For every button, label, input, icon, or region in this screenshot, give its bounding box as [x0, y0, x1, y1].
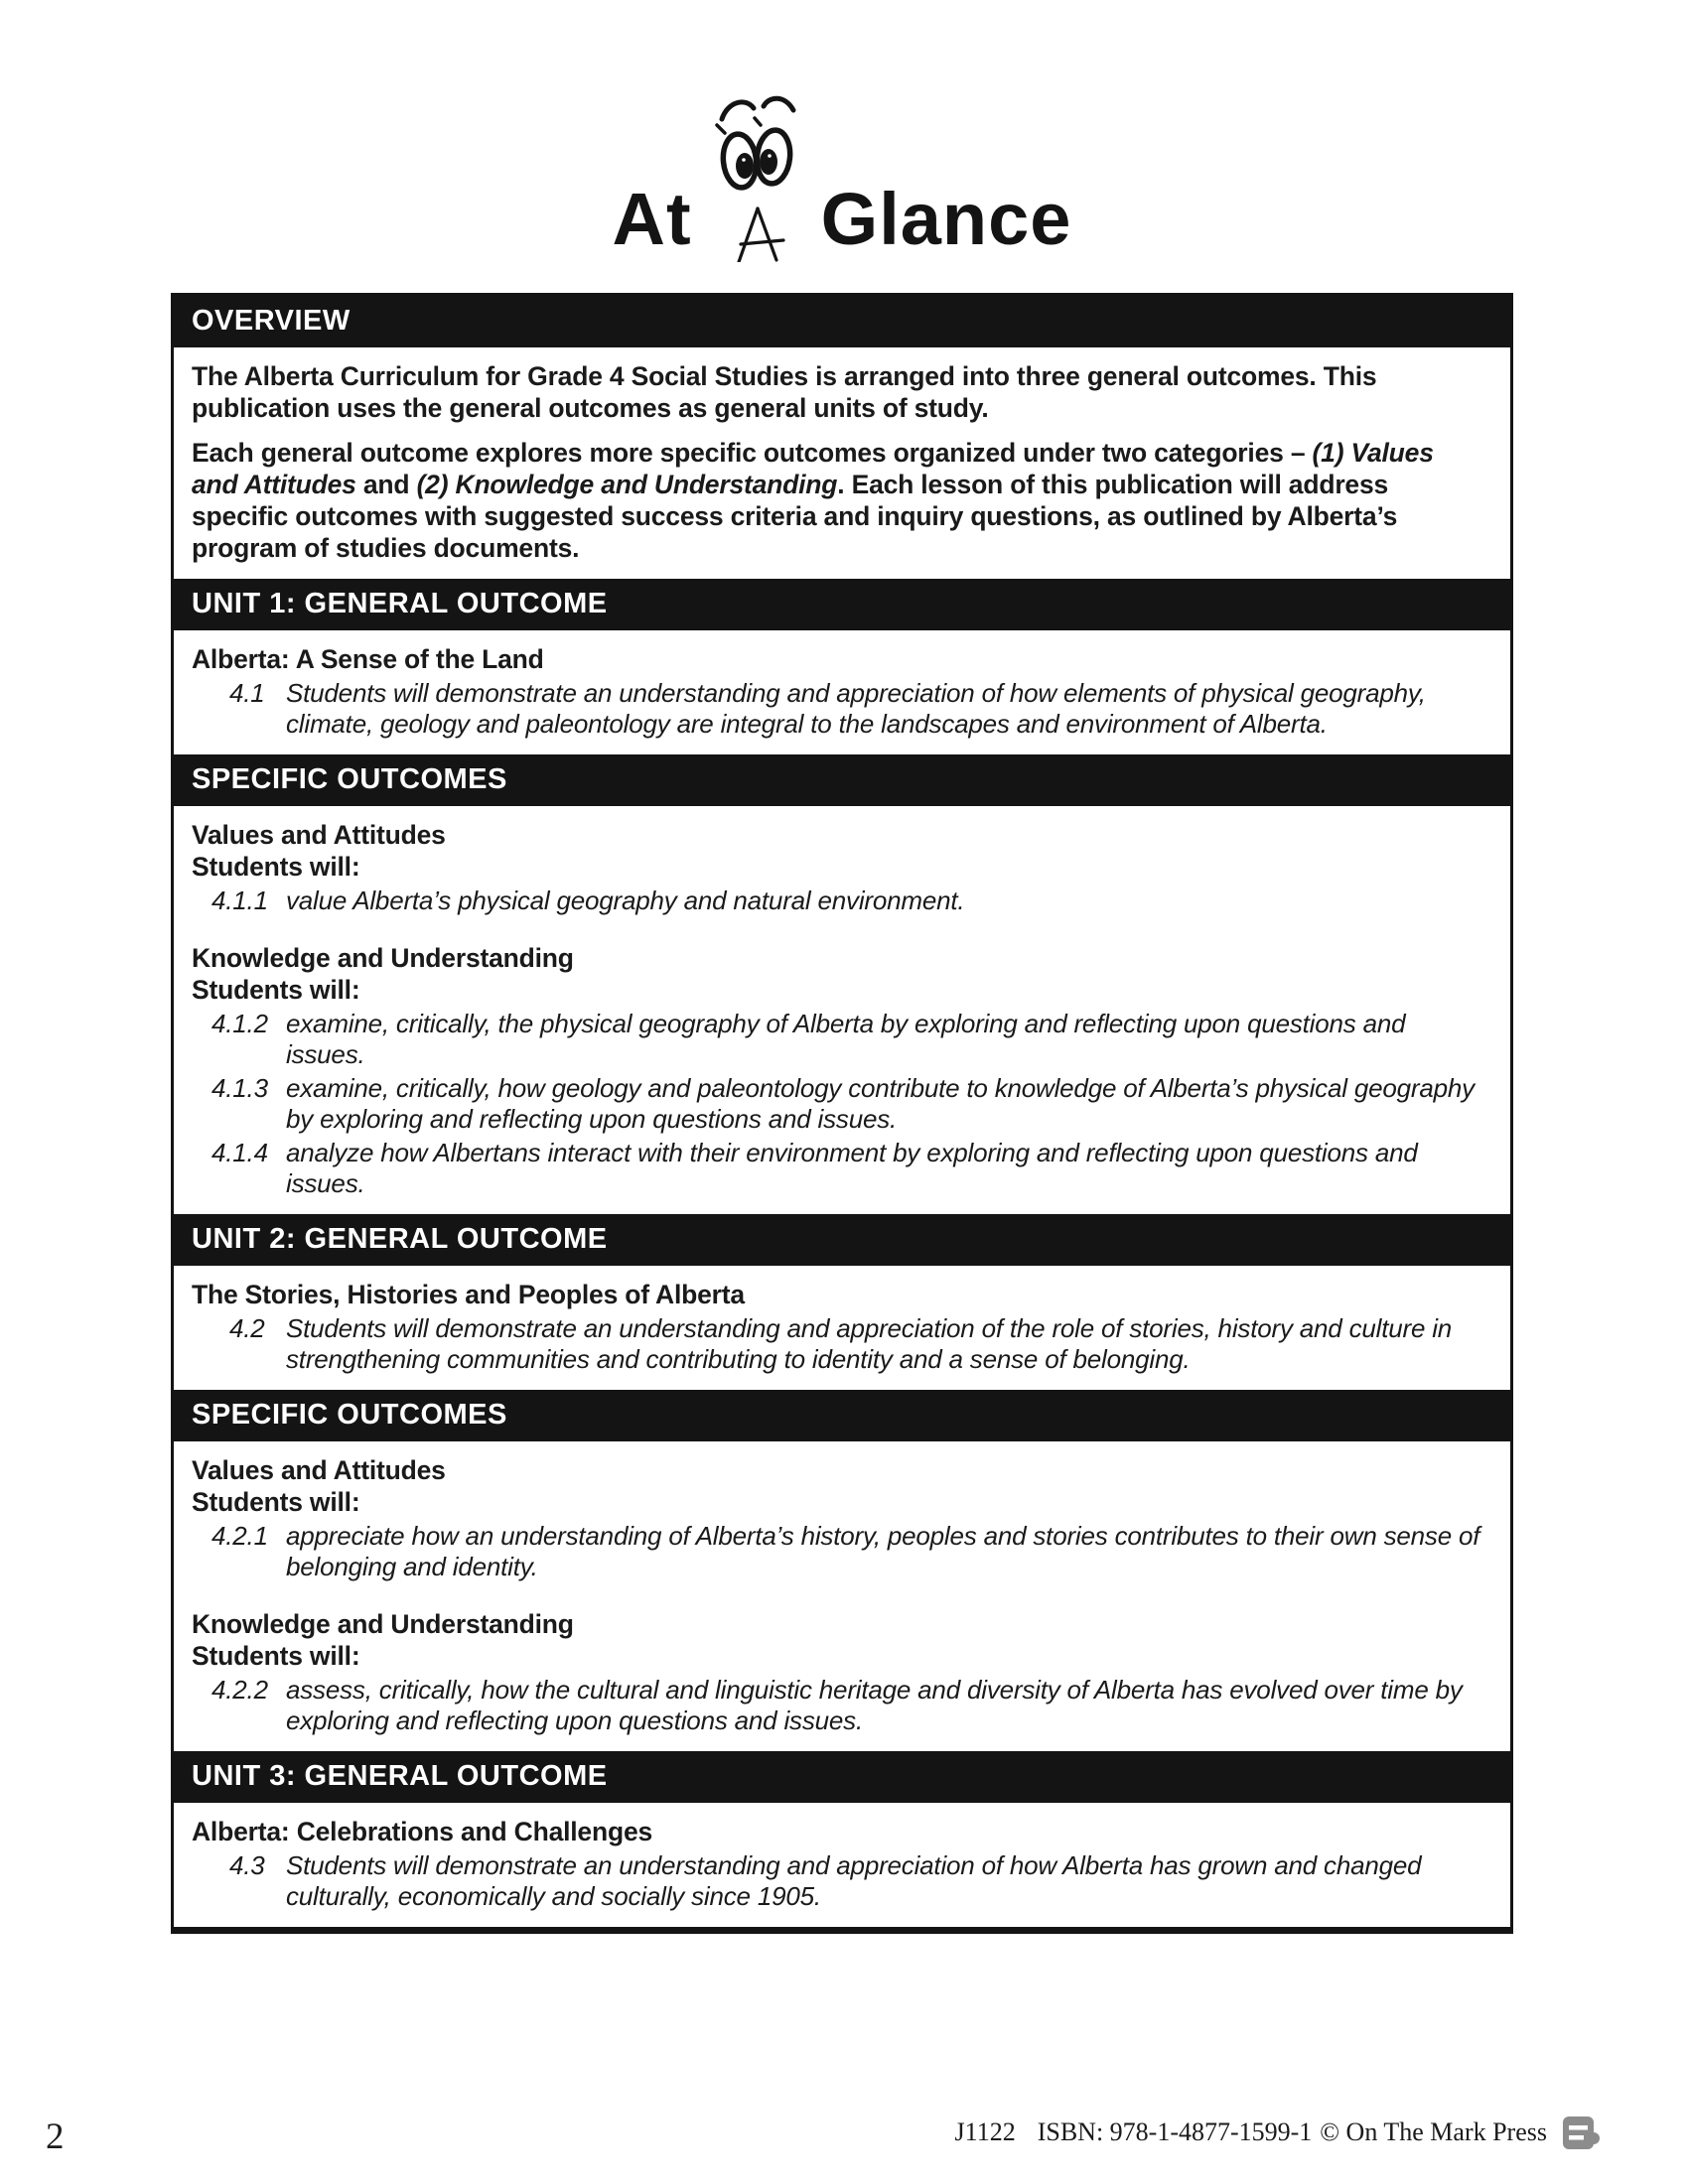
outcome-4-1	[192, 678, 1486, 740]
outcome-4-1-3	[192, 1073, 1486, 1135]
outcome-text: Students will demonstrate an understanding and appreciation of how elements of physical geography, climate, geology and paleontology are integral to the landscapes and environment of Alberta.	[286, 678, 1426, 739]
outcome-text: examine, critically, the physical geography of Alberta by exploring and reflecting upon questions and issues.	[286, 1009, 1406, 1069]
footer-publication-info	[955, 2113, 1601, 2152]
students-will-label: Students will:	[192, 852, 360, 882]
title-letter-a-with-eyes	[712, 91, 803, 262]
specific1-header-bar: SPECIFIC OUTCOMES	[174, 754, 1510, 806]
overview-p2-seg5: . Each lesson of this publication will address specific outcomes with suggested success criteria and inquiry questions, as outlined by Alberta’s program of studies documents.	[192, 470, 1398, 563]
unit2-header-bar: UNIT 2: GENERAL OUTCOME	[174, 1214, 1510, 1266]
unit3-title: Alberta: Celebrations and Challenges	[192, 1817, 653, 1846]
overview-section	[174, 347, 1510, 579]
product-code: J1122	[954, 2117, 1016, 2146]
students-will-label: Students will:	[192, 975, 360, 1005]
outcome-4-1-2	[192, 1009, 1486, 1070]
unit1-section	[174, 630, 1510, 754]
outcome-text: value Alberta’s physical geography and natural environment.	[286, 886, 965, 915]
unit3-section	[174, 1803, 1510, 1927]
students-will-label: Students will:	[192, 1641, 360, 1671]
unit2-section	[174, 1266, 1510, 1390]
specific2-section	[174, 1441, 1510, 1751]
outcome-number: 4.1.1	[211, 886, 268, 915]
outcome-text: Students will demonstrate an understanding and appreciation of the role of stories, history and culture in strengthening communities and contributing to identity and a sense of belonging.	[286, 1313, 1453, 1374]
page-number: 2	[46, 2116, 65, 2157]
outcome-4-2-1	[192, 1521, 1486, 1582]
isbn-label: ISBN: 978-1-4877-1599-1	[1037, 2117, 1313, 2146]
specific2-header-bar: SPECIFIC OUTCOMES	[174, 1390, 1510, 1441]
outcome-number: 4.3	[229, 1850, 265, 1880]
unit1-header-bar: UNIT 1: GENERAL OUTCOME	[174, 579, 1510, 630]
press-logo-icon	[1561, 2113, 1601, 2152]
students-will-label: Students will:	[192, 1487, 360, 1517]
title-word-glance: Glance	[820, 178, 1072, 260]
values-attitudes-heading: Values and Attitudes	[192, 820, 446, 850]
outcome-4-3	[192, 1850, 1486, 1912]
copyright-label: © On The Mark Press	[1320, 2117, 1547, 2146]
unit3-header-bar: UNIT 3: GENERAL OUTCOME	[174, 1751, 1510, 1803]
outcome-number: 4.2	[229, 1313, 265, 1343]
knowledge-understanding-heading: Knowledge and Understanding	[192, 943, 574, 973]
googly-eyes-icon	[712, 91, 803, 262]
overview-p2-seg1: Each general outcome explores more specific outcomes organized under two categories –	[192, 438, 1313, 468]
title-word-at: At	[612, 178, 692, 260]
outcome-number: 4.2.1	[211, 1521, 268, 1551]
overview-header-bar: OVERVIEW	[174, 296, 1510, 347]
curriculum-at-a-glance-box	[171, 293, 1513, 1934]
unit2-title: The Stories, Histories and Peoples of Alberta	[192, 1280, 745, 1309]
outcome-number: 4.1.2	[211, 1009, 268, 1038]
overview-paragraph-2	[192, 437, 1486, 564]
outcome-number: 4.1	[229, 678, 265, 708]
outcome-text: examine, critically, how geology and paleontology contribute to knowledge of Alberta’s physical geography by exploring and reflecting upon questions and issues.	[286, 1073, 1475, 1134]
outcome-4-1-4	[192, 1138, 1486, 1199]
knowledge-understanding-heading: Knowledge and Understanding	[192, 1609, 574, 1639]
overview-p2-knowledge-understanding: (2) Knowledge and Understanding	[416, 470, 838, 499]
title-letter-a-glyph	[739, 208, 783, 262]
specific1-section	[174, 806, 1510, 1214]
outcome-number: 4.1.3	[211, 1073, 268, 1103]
overview-p2-values-attitudes: (1) Values and Attitudes	[192, 438, 1434, 499]
outcome-4-1-1	[192, 886, 1486, 916]
outcome-text: Students will demonstrate an understanding and appreciation of how Alberta has grown and changed culturally, economically and socially since 1905.	[286, 1850, 1422, 1911]
values-attitudes-heading: Values and Attitudes	[192, 1455, 446, 1485]
outcome-4-2	[192, 1313, 1486, 1375]
outcome-4-2-2	[192, 1675, 1486, 1736]
page-title	[171, 91, 1513, 260]
unit1-title: Alberta: A Sense of the Land	[192, 644, 544, 674]
outcome-text: analyze how Albertans interact with their environment by exploring and reflecting upon questions and issues.	[286, 1138, 1418, 1198]
outcome-text: appreciate how an understanding of Alberta’s history, peoples and stories contributes to their own sense of belonging and identity.	[286, 1521, 1480, 1581]
overview-paragraph-1: The Alberta Curriculum for Grade 4 Social Studies is arranged into three general outcomes. This publication uses the general outcomes as general units of study.	[192, 361, 1377, 423]
outcome-number: 4.2.2	[211, 1675, 268, 1705]
outcome-number: 4.1.4	[211, 1138, 268, 1167]
outcome-text: assess, critically, how the cultural and linguistic heritage and diversity of Alberta has evolved over time by exploring and reflecting upon questions and issues.	[286, 1675, 1463, 1735]
overview-p2-seg3: and	[355, 470, 417, 499]
